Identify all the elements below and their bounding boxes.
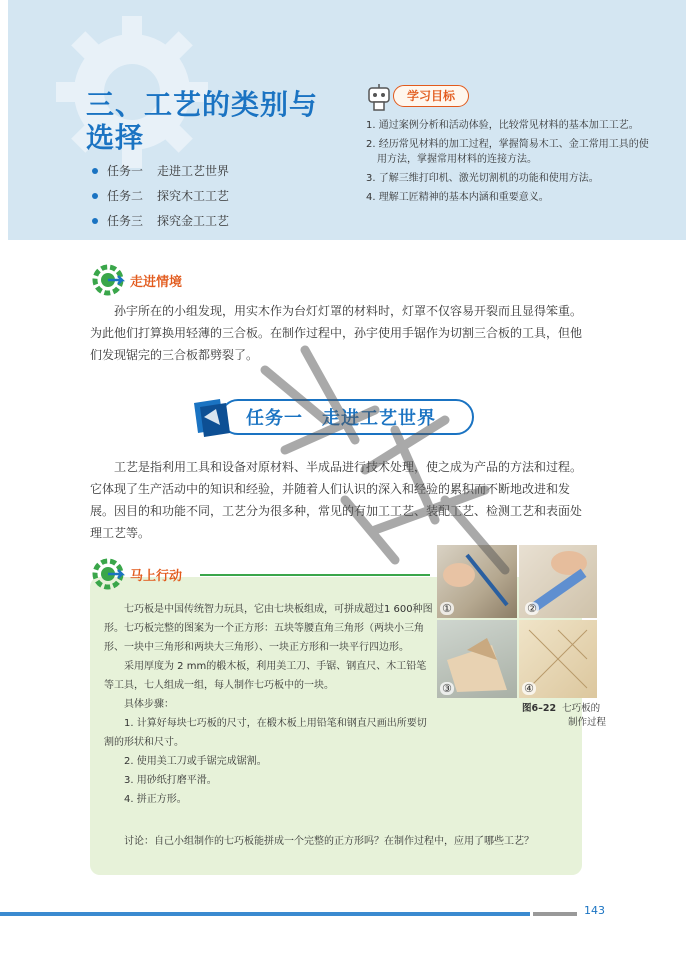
action-paragraph: 采用厚度为 2 mm的椴木板，利用美工刀、手锯、钢直尺、木工铅笔等工具，七人组成一组，每人制作七巧板中的一块。 xyxy=(104,661,427,691)
action-label: 马上行动 xyxy=(130,568,183,584)
task-item xyxy=(92,183,229,208)
photo-number: ② xyxy=(527,602,537,615)
figure-caption xyxy=(522,702,606,730)
situation-paragraph: 孙宇所在的小组发现，用实木作为台灯灯罩的材料时，灯罩不仅容易开裂而且显得笨重。为此他们打算换用轻薄的三合板。在制作过程中，孙宇使用手锯作为切割三合板的工具，但他们发现锯完的三合板都劈裂了。 xyxy=(90,304,583,362)
learning-goals-list xyxy=(366,118,656,209)
step-item: 2. 使用美工刀或手锯完成锯割。 xyxy=(124,756,267,767)
footer-rule-gray xyxy=(533,912,577,916)
photo-4 xyxy=(519,620,597,698)
photo-number: ④ xyxy=(524,682,534,695)
goal-item: 2. 经历常见材料的加工过程，掌握简易木工、金工常用工具的使用方法，掌握常用材料的连接方法。 xyxy=(366,139,649,165)
robot-icon xyxy=(365,82,393,112)
figure-caption-line xyxy=(522,702,606,716)
page-number: 143 xyxy=(584,904,605,917)
action-heading xyxy=(90,556,182,592)
chapter-title xyxy=(86,88,356,154)
situation-heading xyxy=(90,262,182,298)
task-number: 任务二 xyxy=(107,188,144,203)
step-item: 1. 计算好每块七巧板的尺寸，在椴木板上用铅笔和钢直尺画出所要切割的形状和尺寸。 xyxy=(104,718,427,748)
task-name: 探究金工工艺 xyxy=(157,213,230,228)
task1-paragraph: 工艺是指利用工具和设备对原材料、半成品进行技术处理，使之成为产品的方法和过程。它体现了生产活动中的知识和经验，并随着人们认识的深入和经验的累积而不断地改进和发展。因目的和功能不同，工艺分为很多种，常见的有加工工艺、装配工艺、检测工艺和表面处理工艺等。 xyxy=(90,460,583,540)
learning-goals-label: 学习目标 xyxy=(393,85,469,107)
task-name: 探究木工工艺 xyxy=(157,188,230,203)
task-item xyxy=(92,158,229,183)
photo-3 xyxy=(437,620,517,698)
task1-banner-title: 任务一 走进工艺世界 xyxy=(246,408,436,429)
action-paragraph: 七巧板是中国传统智力玩具，它由七块板组成，可拼成超过1 600种图形。七巧板完整的图案为一个正方形：五块等腰直角三角形（两块小三角形、一块中三角形和两块大三角形）、一块正方形和一块平行四边形。 xyxy=(104,604,433,653)
photo-1 xyxy=(437,545,517,618)
step-item: 4. 拼正方形。 xyxy=(124,794,187,805)
bullet-icon xyxy=(92,218,98,224)
bullet-icon xyxy=(92,193,98,199)
gear-arrow-icon xyxy=(90,262,126,298)
steps-title: 具体步骤： xyxy=(124,699,174,710)
folder-icon xyxy=(190,395,234,437)
figure-caption-text: 七巧板的 xyxy=(562,703,601,714)
action-content xyxy=(104,600,434,809)
photo-number: ③ xyxy=(442,682,452,695)
task-name: 走进工艺世界 xyxy=(157,163,230,178)
footer-rule xyxy=(0,912,530,916)
bullet-icon xyxy=(92,168,98,174)
photo-number: ① xyxy=(442,602,452,615)
goal-item: 4. 理解工匠精神的基本内涵和重要意义。 xyxy=(366,192,549,203)
discussion-paragraph: 讨论：自己小组制作的七巧板能拼成一个完整的正方形吗？在制作过程中，应用了哪些工艺？ xyxy=(124,836,534,847)
situation-label: 走进情境 xyxy=(130,274,183,290)
task-item xyxy=(92,208,229,233)
task1-banner xyxy=(190,395,475,437)
figure-caption-text-2: 制作过程 xyxy=(568,717,607,728)
goal-item: 3. 了解三维打印机、激光切割机的功能和使用方法。 xyxy=(366,173,599,184)
gear-arrow-icon xyxy=(90,556,126,592)
figure-number: 图6–22 xyxy=(522,703,557,714)
task-list xyxy=(92,158,229,233)
task-number: 任务一 xyxy=(107,163,144,178)
action-heading-rule xyxy=(200,574,430,576)
chapter-title-line2: 选择 xyxy=(86,121,145,154)
chapter-title-line1: 三、工艺的类别与 xyxy=(86,88,319,121)
task-number: 任务三 xyxy=(107,213,144,228)
step-item: 3. 用砂纸打磨平滑。 xyxy=(124,775,217,786)
photo-2 xyxy=(519,545,597,618)
goal-item: 1. 通过案例分析和活动体验，比较常见材料的基本加工工艺。 xyxy=(366,120,639,131)
